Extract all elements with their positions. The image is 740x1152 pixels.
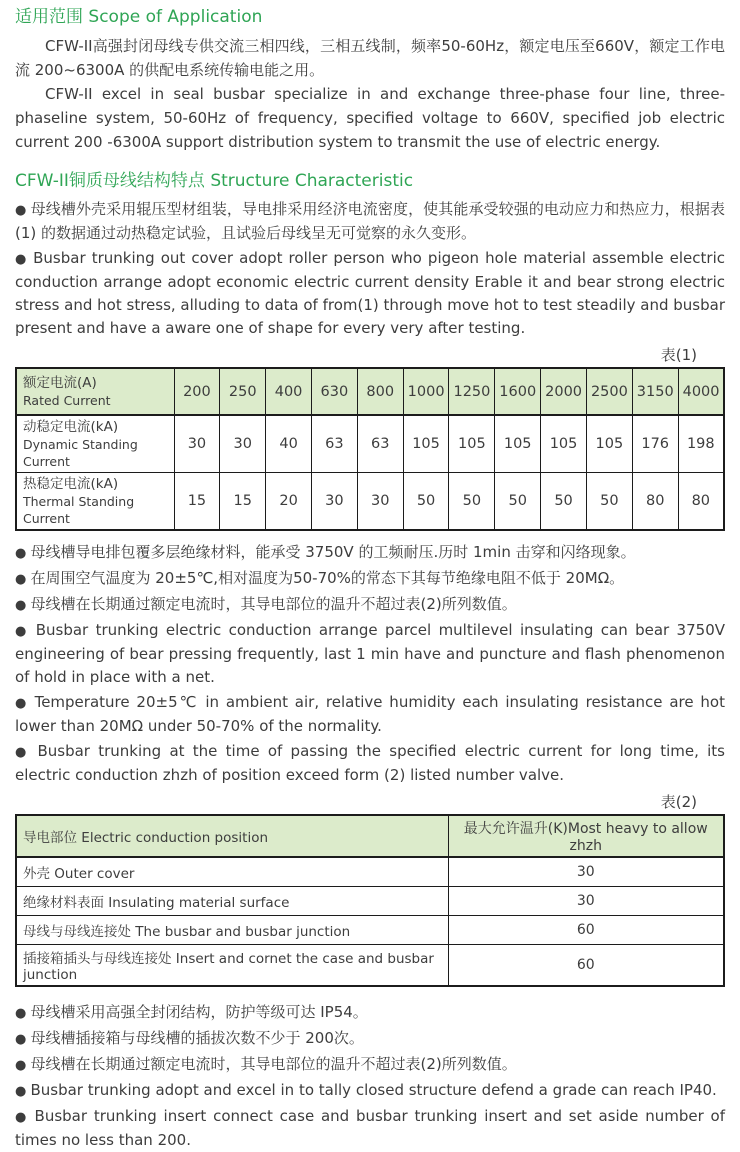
feature-bullet-zh-plug-times: ● 母线槽插接箱与母线槽的插拔次数不少于 200次。 <box>15 1027 725 1051</box>
dynamic-value-cell: 105 <box>541 415 587 473</box>
feature-bullet-zh-temprise: ● 母线槽在长期通过额定电流时，其导电部位的温升不超过表(2)所列数值。 <box>15 1053 725 1077</box>
structure-bullet-zh: ● 母线槽外壳采用辊压型材组装，导电排采用经济电流密度，使其能承受较强的电动应力和热应力，根据表(1) 的数据通过动热稳定试验，且试验后母线呈无可觉察的永久变形。 <box>15 198 725 245</box>
thermal-row-en: Thermal Standing Current <box>23 494 135 526</box>
scope-paragraph-zh: CFW-II高强封闭母线专供交流三相四线，三相五线制，频率50-60Hz，额定电压至660V，额定工作电流 200~6300A 的供配电系统传输电能之用。 <box>15 37 725 79</box>
position-cell: 绝缘材料表面 Insulating material surface <box>16 887 448 916</box>
value-cell: 30 <box>448 857 724 887</box>
current-cell: 4000 <box>678 368 724 415</box>
dynamic-row-zh: 动稳定电流(kA) <box>23 419 119 435</box>
current-cell: 1250 <box>449 368 495 415</box>
value-cell: 30 <box>448 887 724 916</box>
table-row <box>16 815 724 857</box>
dynamic-row-en: Dynamic Standing Current <box>23 437 138 469</box>
table2-header-position: 导电部位 Electric conduction position <box>16 815 448 857</box>
position-cell: 外壳 Outer cover <box>16 857 448 887</box>
thermal-value-cell: 30 <box>311 473 357 531</box>
thermal-row-header <box>16 473 174 531</box>
thermal-value-cell: 15 <box>174 473 220 531</box>
position-cell: 母线与母线连接处 The busbar and busbar junction <box>16 916 448 945</box>
dynamic-value-cell: 40 <box>266 415 312 473</box>
thermal-value-cell: 80 <box>632 473 678 531</box>
dynamic-value-cell: 105 <box>403 415 449 473</box>
thermal-value-cell: 50 <box>449 473 495 531</box>
thermal-value-cell: 50 <box>541 473 587 531</box>
current-cell: 800 <box>357 368 403 415</box>
thermal-value-cell: 20 <box>266 473 312 531</box>
thermal-value-cell: 50 <box>495 473 541 531</box>
dynamic-value-cell: 63 <box>357 415 403 473</box>
dynamic-value-cell: 198 <box>678 415 724 473</box>
thermal-value-cell: 80 <box>678 473 724 531</box>
current-cell: 400 <box>266 368 312 415</box>
current-cell: 2500 <box>586 368 632 415</box>
structure-bullet-en: ● Busbar trunking out cover adopt roller person who pigeon hole material assemble electric conduction arrange adopt economic electric current density Erable it and bear strong electric stress and hot stress, alluding to data of from(1) through move hot to test steadily and busbar present and have a aware one of shape for every very after testing. <box>15 247 725 340</box>
current-cell: 2000 <box>541 368 587 415</box>
spec-bullet-zh-temprise: ● 母线槽在长期通过额定电流时，其导电部位的温升不超过表(2)所列数值。 <box>15 593 725 617</box>
dynamic-value-cell: 30 <box>220 415 266 473</box>
spec-bullet-zh-temperature: ● 在周围空气温度为 20±5℃,相对温度为50-70%的常态下其每节绝缘电阻不低于 20MΩ。 <box>15 567 725 591</box>
current-cell: 630 <box>311 368 357 415</box>
dynamic-value-cell: 30 <box>174 415 220 473</box>
dynamic-value-cell: 63 <box>311 415 357 473</box>
scope-paragraph-en: CFW-II excel in seal busbar specialize in and exchange three-phase four line, three-phaseline system, 50-60Hz of frequency, specified voltage to 660V, specified job electric current 200 -6300A support distribution system to transmit the use of electric energy. <box>15 85 725 151</box>
section-title-structure: CFW-II铜质母线结构特点 Structure Characteristic <box>15 171 414 191</box>
current-cell: 3150 <box>632 368 678 415</box>
thermal-value-cell: 15 <box>220 473 266 531</box>
table1-header-zh: 额定电流(A) <box>23 375 97 391</box>
table-row <box>16 945 724 987</box>
value-cell: 60 <box>448 916 724 945</box>
dynamic-row-header <box>16 415 174 473</box>
current-cell: 1000 <box>403 368 449 415</box>
dynamic-value-cell: 176 <box>632 415 678 473</box>
table-row <box>16 415 724 473</box>
table-row <box>16 473 724 531</box>
temperature-rise-table <box>15 814 725 987</box>
spec-bullet-en-temperature: ● Temperature 20±5℃ in ambient air, relative humidity each insulating resistance are hot lower than 20MΩ under 50-70% of the normality. <box>15 691 725 738</box>
spec-bullet-en-temprise: ● Busbar trunking at the time of passing the specified electric current for long time, its electric conduction zhzh of position exceed form (2) listed number valve. <box>15 740 725 787</box>
feature-bullet-en-ip40: ● Busbar trunking adopt and excel in to tally closed structure defend a grade can reach IP40. <box>15 1079 725 1103</box>
position-cell: 插接箱插头与母线连接处 Insert and cornet the case and busbar junction <box>16 945 448 987</box>
dynamic-value-cell: 105 <box>449 415 495 473</box>
thermal-row-zh: 热稳定电流(kA) <box>23 476 119 492</box>
current-cell: 200 <box>174 368 220 415</box>
current-cell: 1600 <box>495 368 541 415</box>
section-title-scope: 适用范围 Scope of Application <box>15 7 263 27</box>
thermal-value-cell: 30 <box>357 473 403 531</box>
feature-bullet-zh-ip54: ● 母线槽采用高强全封闭结构，防护等级可达 IP54。 <box>15 1001 725 1025</box>
table-row <box>16 857 724 887</box>
spec-bullet-zh-withstand: ● 母线槽导电排包覆多层绝缘材料，能承受 3750V 的工频耐压.历时 1min 击穿和闪络现象。 <box>15 541 725 565</box>
table-row <box>16 916 724 945</box>
table2-label: 表(2) <box>660 793 697 811</box>
table1-header-cell <box>16 368 174 415</box>
thermal-value-cell: 50 <box>586 473 632 531</box>
spec-bullet-en-withstand: ● Busbar trunking electric conduction arrange parcel multilevel insulating can bear 3750V engineering of bear pressing frequently, last 1 min have and puncture and flash phenomenon of hold in place with a net. <box>15 619 725 689</box>
table1-header-en: Rated Current <box>23 393 111 408</box>
table1-label: 表(1) <box>660 346 697 364</box>
dynamic-value-cell: 105 <box>495 415 541 473</box>
rated-current-table <box>15 367 725 531</box>
table-row <box>16 887 724 916</box>
feature-bullet-en-plug-times: ● Busbar trunking insert connect case and busbar trunking insert and set aside number of times no less than 200. <box>15 1105 725 1152</box>
dynamic-value-cell: 105 <box>586 415 632 473</box>
table-row <box>16 368 724 415</box>
table2-header-value: 最大允许温升(K)Most heavy to allow zhzh <box>448 815 724 857</box>
value-cell: 60 <box>448 945 724 987</box>
current-cell: 250 <box>220 368 266 415</box>
thermal-value-cell: 50 <box>403 473 449 531</box>
